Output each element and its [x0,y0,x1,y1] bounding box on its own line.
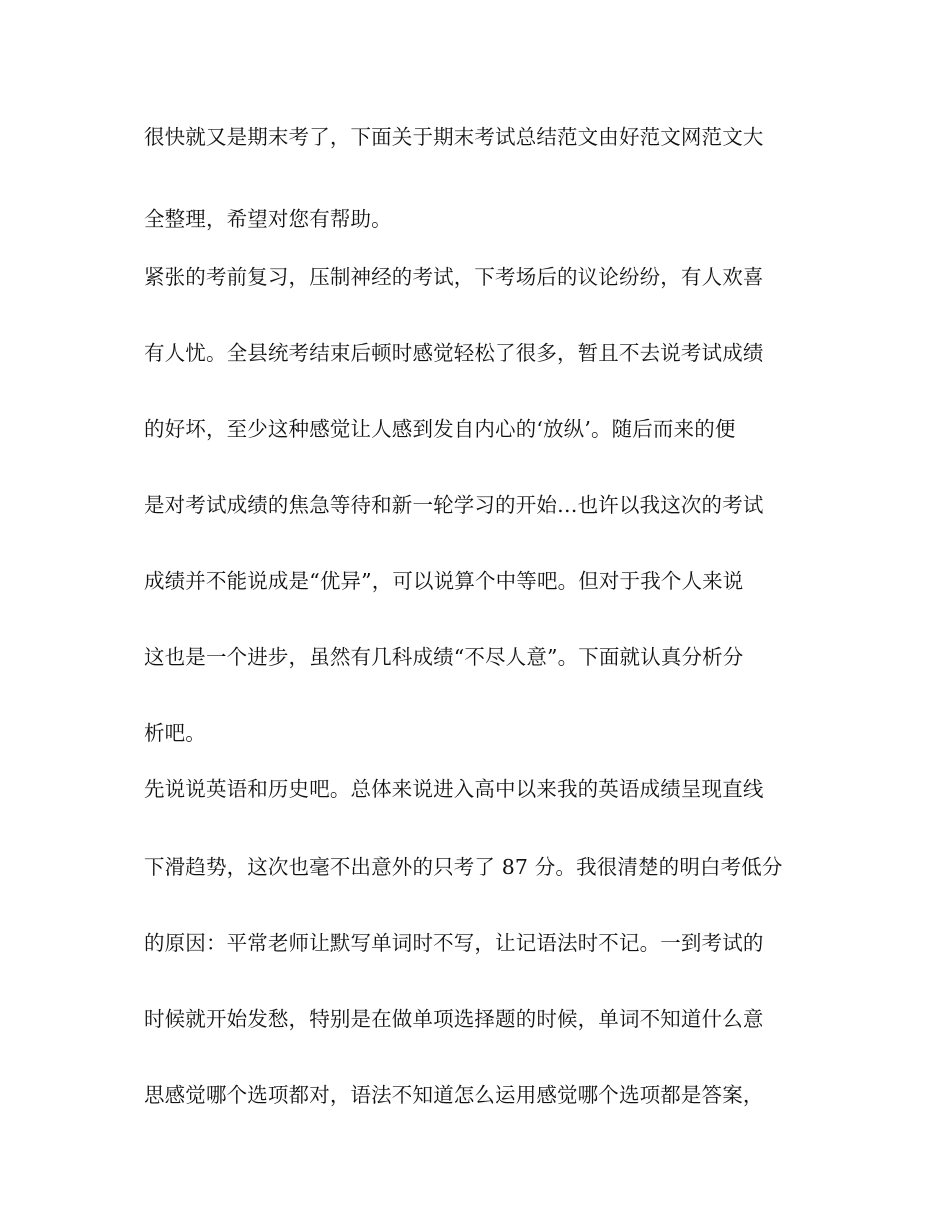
text-line: 成绩并不能说成是“优异”，可以说算个中等吧。但对于我个人来说 [144,569,744,593]
text-line: 紧张的考前复习，压制神经的考试，下考场后的议论纷纷，有人欢喜 [144,265,764,289]
text-line: 析吧。 [144,721,206,745]
text-line: 这也是一个进步，虽然有几科成绩“不尽人意”。下面就认真分析分 [144,645,744,669]
text-line: 的原因：平常老师让默写单词时不写，让记语法时不记。一到考试的 [144,931,764,955]
text-line: 时候就开始发愁，特别是在做单项选择题的时候，单词不知道什么意 [144,1007,764,1031]
text-line: 很快就又是期末考了，下面关于期末考试总结范文由好范文网范文大 [144,125,764,149]
text-line: 的好坏，至少这种感觉让人感到发自内心的‘放纵’。随后而来的便 [144,417,736,441]
text-line: 思感觉哪个选项都对，语法不知道怎么运用感觉哪个选项都是答案， [144,1083,764,1107]
text-line: 下滑趋势，这次也毫不出意外的只考了 87 分。我很清楚的明白考低分 [144,855,783,879]
text-line: 有人忧。全县统考结束后顿时感觉轻松了很多，暂且不去说考试成绩 [144,341,764,365]
text-line: 是对考试成绩的焦急等待和新一轮学习的开始…也许以我这次的考试 [144,493,764,517]
text-line: 全整理，希望对您有帮助。 [144,207,392,231]
text-line: 先说说英语和历史吧。总体来说进入高中以来我的英语成绩呈现直线 [144,777,764,801]
